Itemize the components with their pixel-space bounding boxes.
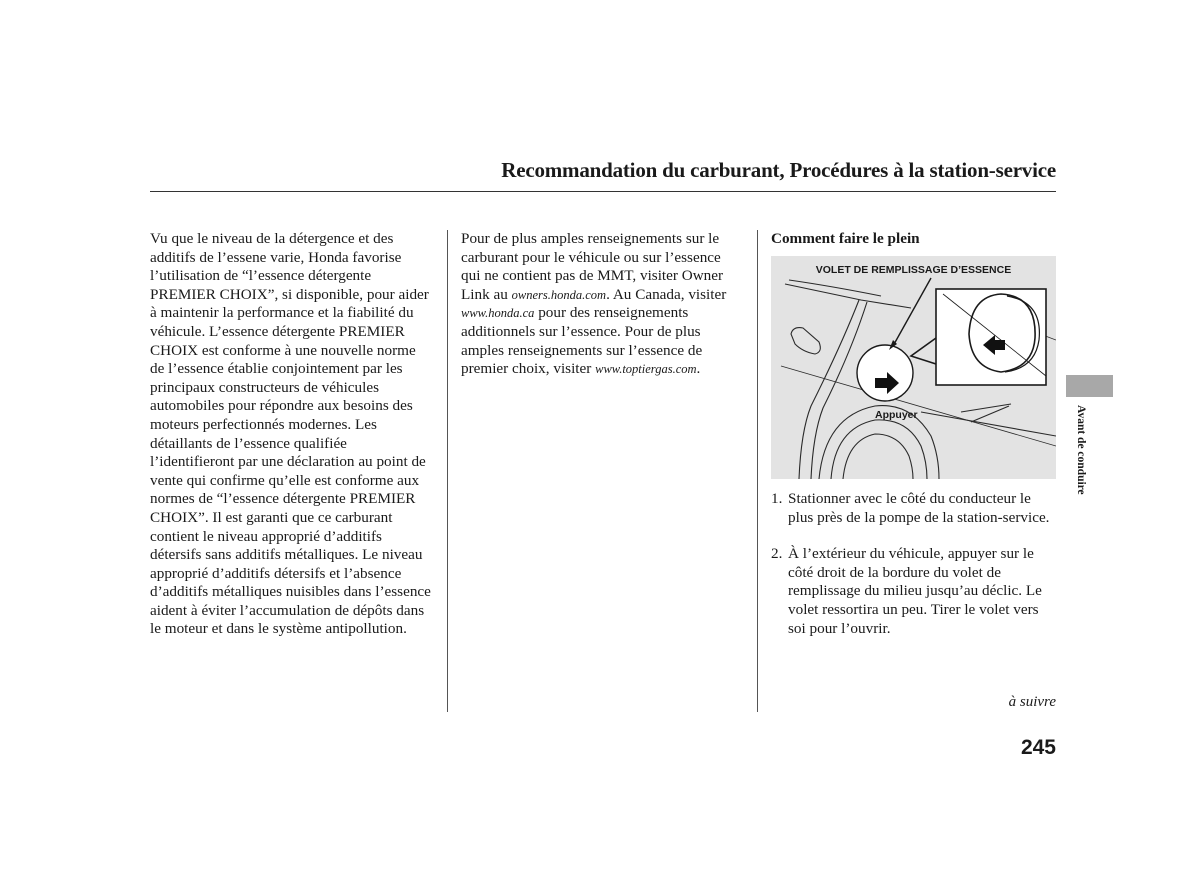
paragraph-detergent bbox=[150, 230, 438, 639]
text-line: volet ressortira un peu. Tirer le volet vers bbox=[788, 600, 1039, 618]
fuel-door-lid bbox=[857, 345, 913, 401]
text-line: côté droit de la bordure du volet de bbox=[788, 563, 1001, 581]
figure-caption: VOLET DE REMPLISSAGE D’ESSENCE bbox=[815, 264, 1012, 276]
text-line: plus près de la pompe de la station-service. bbox=[788, 508, 1050, 526]
text-line: amples renseignements sur l’essence de bbox=[461, 341, 703, 359]
callout-pointer bbox=[911, 338, 936, 364]
text-fragment: premier choix, visiter bbox=[461, 360, 596, 378]
list-item bbox=[771, 490, 1061, 527]
step-number: 2. bbox=[771, 545, 783, 563]
text-line: l’identifieront par une déclaration au point de bbox=[150, 453, 426, 471]
text-line: remplissage du milieu jusqu’au déclic. Le bbox=[788, 582, 1042, 600]
text-line: contient le niveau approprié d’additifs bbox=[150, 527, 382, 545]
step-number: 1. bbox=[771, 490, 783, 507]
fuel-door-illustration bbox=[771, 256, 1056, 479]
text-line: détersifs sans additifs métalliques. Le niveau bbox=[150, 546, 423, 564]
text-fragment: pour des renseignements bbox=[534, 304, 689, 322]
text-line: automobiles pour répondre aux besoins des bbox=[150, 397, 413, 415]
text-line bbox=[461, 360, 749, 379]
text-line: soi pour l’ouvrir. bbox=[788, 619, 891, 637]
text-line: à maintenir la performance et la fiabilité du bbox=[150, 304, 414, 322]
text-line: véhicule. L’essence détergente PREMIER bbox=[150, 322, 405, 340]
fuel-door-drawing bbox=[771, 256, 1056, 479]
text-line: qui ne contient pas de MMT, visiter Owner bbox=[461, 267, 724, 285]
text-line: Stationner avec le côté du conducteur le bbox=[788, 490, 1031, 507]
text-line: À l’extérieur du véhicule, appuyer sur le bbox=[788, 545, 1034, 563]
detail-fuel-door bbox=[969, 294, 1035, 372]
door-handle-recess bbox=[791, 328, 820, 354]
page-number: 245 bbox=[1020, 736, 1056, 759]
section-tab bbox=[1066, 375, 1113, 397]
column-divider-2 bbox=[757, 230, 758, 712]
list-item bbox=[771, 545, 1061, 638]
text-line: CHOIX est conforme à une nouvelle norme bbox=[150, 341, 416, 359]
text-line: de l’essence établie conjointement par les bbox=[150, 360, 403, 378]
text-line: l’utilisation de “l’essence détergente bbox=[150, 267, 372, 285]
link-owners-honda[interactable]: owners.honda.com bbox=[511, 287, 607, 302]
text-line bbox=[461, 286, 749, 305]
text-line: d’additifs métalliques nuisibles dans l’essence bbox=[150, 583, 431, 601]
text-line: Vu que le niveau de la détergence et des bbox=[150, 230, 394, 247]
column-more-info bbox=[461, 230, 749, 379]
link-honda-ca[interactable]: www.honda.ca bbox=[461, 306, 535, 321]
body-crease-line bbox=[921, 412, 1056, 436]
body-crease-line bbox=[971, 406, 1009, 422]
text-fragment: . Au Canada, visiter bbox=[606, 285, 727, 303]
body-contour-line bbox=[785, 284, 911, 308]
text-line: détaillants de l’essence qualifiée bbox=[150, 434, 347, 452]
column-detergent-text bbox=[150, 230, 438, 639]
text-line: aident à éviter l’accumulation de dépôts dans bbox=[150, 601, 425, 619]
column-divider-1 bbox=[447, 230, 448, 712]
text-line: vente qui confirme qu’elle est conforme aux bbox=[150, 471, 420, 489]
text-line: normes de “l’essence détergente PREMIER bbox=[150, 490, 416, 508]
text-line: PREMIER CHOIX”, si disponible, pour aider bbox=[150, 285, 429, 303]
link-toptiergas[interactable]: www.toptiergas.com bbox=[595, 362, 697, 377]
text-line: le moteur et dans le système antipollution. bbox=[150, 620, 407, 638]
text-line: moteurs perfectionnés modernes. Les bbox=[150, 415, 377, 433]
title-rule bbox=[150, 191, 1056, 192]
text-line: additifs de l’essene varie, Honda favorise bbox=[150, 248, 402, 266]
column-refueling bbox=[771, 230, 1061, 249]
continued-note: à suivre bbox=[1008, 694, 1056, 710]
press-label: Appuyer bbox=[875, 409, 918, 421]
text-line: additionnels sur l’essence. Pour de plus bbox=[461, 322, 701, 340]
text-line: CHOIX”. Il est garanti que ce carburant bbox=[150, 508, 393, 526]
text-line: Pour de plus amples renseignements sur le bbox=[461, 230, 720, 247]
text-fragment: Link au bbox=[461, 285, 512, 303]
section-tab-label: Avant de conduire bbox=[1075, 405, 1087, 495]
paragraph-more-info bbox=[461, 230, 749, 379]
text-fragment: . bbox=[696, 360, 701, 378]
text-line bbox=[461, 304, 749, 323]
caption-leader-line bbox=[893, 278, 931, 346]
wheel-arch-line bbox=[843, 434, 913, 479]
refueling-steps bbox=[771, 490, 1061, 638]
text-line: carburant pour le véhicule ou sur l’essence bbox=[461, 248, 721, 266]
subheading-refueling: Comment faire le plein bbox=[771, 230, 920, 247]
text-line: approprié d’additifs détersifs et l’absence bbox=[150, 564, 402, 582]
page-title: Recommandation du carburant, Procédures à la station-service bbox=[501, 158, 1056, 182]
rear-pillar-line bbox=[811, 302, 867, 479]
text-line: principaux constructeurs de véhicules bbox=[150, 378, 379, 396]
